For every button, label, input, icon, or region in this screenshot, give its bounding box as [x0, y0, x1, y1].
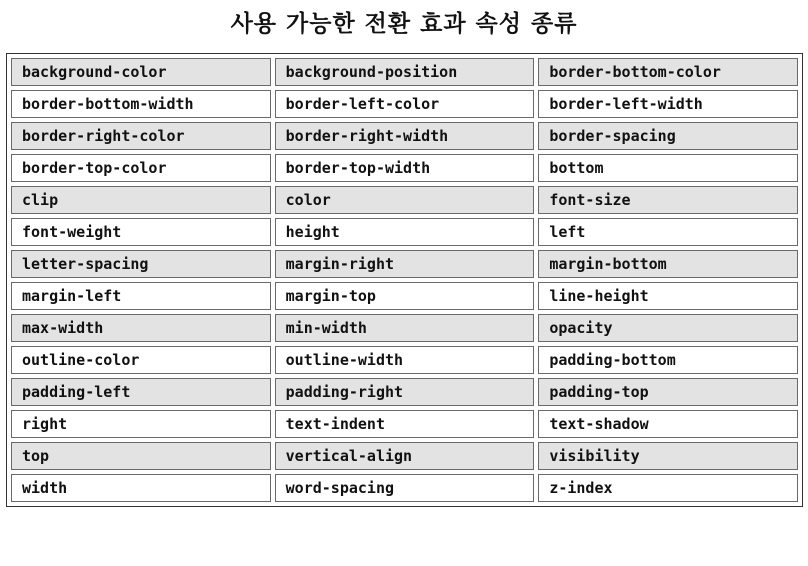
property-cell: line-height [538, 282, 798, 310]
property-cell: word-spacing [275, 474, 535, 502]
property-cell: border-bottom-color [538, 58, 798, 86]
property-cell: text-shadow [538, 410, 798, 438]
property-cell: letter-spacing [11, 250, 271, 278]
property-cell: text-indent [275, 410, 535, 438]
property-cell: visibility [538, 442, 798, 470]
property-cell: background-color [11, 58, 271, 86]
property-cell: padding-left [11, 378, 271, 406]
property-cell: border-left-color [275, 90, 535, 118]
property-cell: max-width [11, 314, 271, 342]
table-row [11, 58, 798, 86]
table-row [11, 282, 798, 310]
property-cell: left [538, 218, 798, 246]
property-cell: outline-color [11, 346, 271, 374]
table-row [11, 90, 798, 118]
table-row [11, 314, 798, 342]
property-cell: border-left-width [538, 90, 798, 118]
property-cell: border-top-width [275, 154, 535, 182]
table-row [11, 122, 798, 150]
property-table-body [11, 58, 798, 502]
property-cell: opacity [538, 314, 798, 342]
property-cell: vertical-align [275, 442, 535, 470]
property-cell: margin-right [275, 250, 535, 278]
table-row [11, 250, 798, 278]
property-cell: font-weight [11, 218, 271, 246]
property-cell: clip [11, 186, 271, 214]
property-cell: background-position [275, 58, 535, 86]
property-cell: margin-bottom [538, 250, 798, 278]
table-row [11, 442, 798, 470]
table-row [11, 378, 798, 406]
table-row [11, 346, 798, 374]
table-row [11, 218, 798, 246]
property-cell: padding-bottom [538, 346, 798, 374]
property-cell: margin-left [11, 282, 271, 310]
property-cell: width [11, 474, 271, 502]
property-cell: border-spacing [538, 122, 798, 150]
property-cell: outline-width [275, 346, 535, 374]
property-cell: height [275, 218, 535, 246]
property-cell: margin-top [275, 282, 535, 310]
property-cell: z-index [538, 474, 798, 502]
property-cell: min-width [275, 314, 535, 342]
property-cell: padding-right [275, 378, 535, 406]
table-row [11, 186, 798, 214]
property-table [6, 53, 803, 507]
property-cell: padding-top [538, 378, 798, 406]
property-cell: border-top-color [11, 154, 271, 182]
table-row [11, 474, 798, 502]
property-cell: border-right-color [11, 122, 271, 150]
property-cell: border-bottom-width [11, 90, 271, 118]
property-cell: top [11, 442, 271, 470]
page-title: 사용 가능한 전환 효과 속성 종류 [230, 11, 578, 37]
table-row [11, 410, 798, 438]
property-cell: bottom [538, 154, 798, 182]
property-cell: font-size [538, 186, 798, 214]
property-cell: border-right-width [275, 122, 535, 150]
property-cell: color [275, 186, 535, 214]
table-row [11, 154, 798, 182]
property-cell: right [11, 410, 271, 438]
